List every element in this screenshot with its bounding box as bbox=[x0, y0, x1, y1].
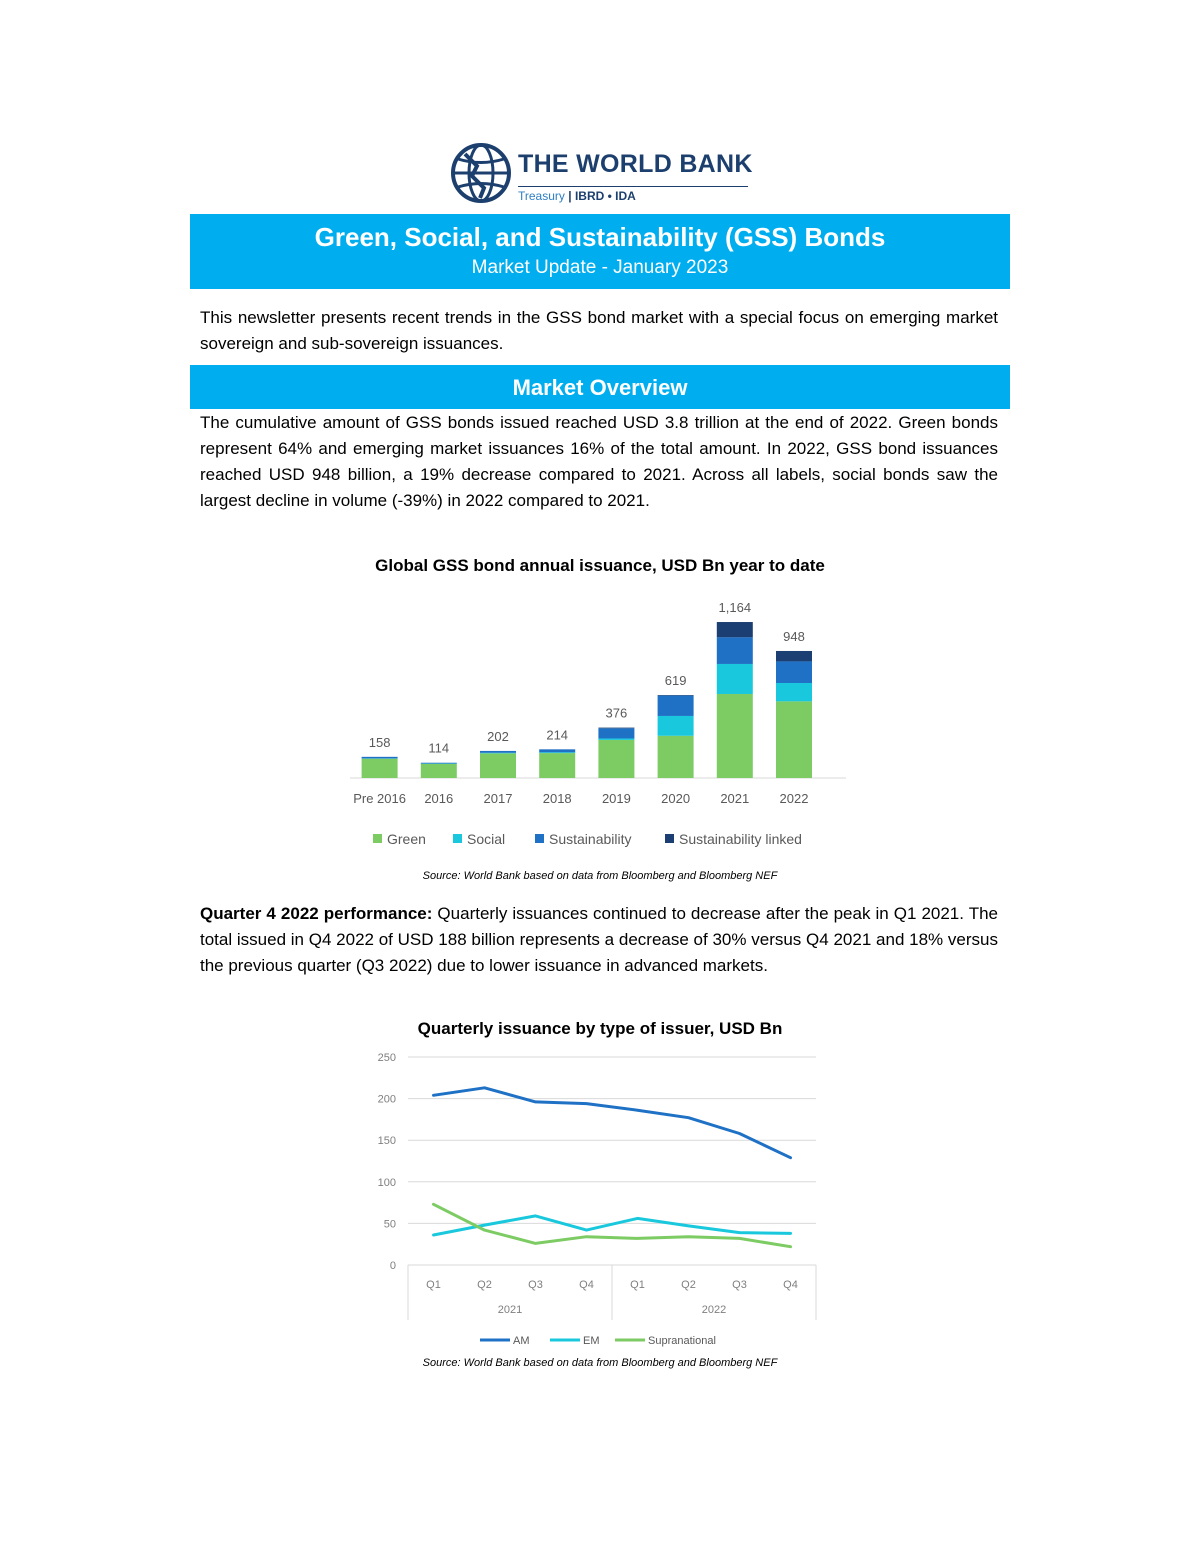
y-tick-label: 150 bbox=[377, 1135, 396, 1148]
chart2-source: Source: World Bank based on data from Bloomberg and Bloomberg NEF bbox=[422, 1357, 778, 1369]
q4-lead: Quarter 4 2022 performance: bbox=[200, 904, 433, 923]
x-tick-label: 2016 bbox=[424, 791, 454, 806]
legend-swatch bbox=[535, 834, 544, 843]
logo-subtitle bbox=[518, 189, 636, 203]
chart1-source: Source: World Bank based on data from Bloomberg and Bloomberg NEF bbox=[422, 870, 778, 882]
bar-segment bbox=[598, 740, 634, 778]
bar-segment bbox=[539, 752, 575, 753]
bar-segment bbox=[480, 753, 516, 754]
bar-segment bbox=[658, 696, 694, 716]
bar-segment bbox=[776, 651, 812, 661]
logo-treasury: Treasury bbox=[518, 189, 565, 203]
title-banner bbox=[190, 214, 1010, 289]
bar-segment bbox=[362, 757, 398, 759]
legend-label: Sustainability bbox=[549, 831, 632, 847]
bar-segment bbox=[717, 664, 753, 694]
logo-separator: | bbox=[564, 189, 575, 203]
x-tick-label: Pre 2016 bbox=[353, 791, 406, 806]
y-tick-label: 0 bbox=[389, 1260, 396, 1272]
q4-text: Quarterly issuances continued to decrease after the peak in Q1 2021. The total issued in Q4 2022 of USD 188 billion represents a decrease of 30% versus Q4 2021 and 18% versus the previous quarter (Q3 2022) due to lower issuance in advanced markets. bbox=[200, 904, 998, 975]
legend-label: Sustainability linked bbox=[679, 831, 802, 847]
logo-divider bbox=[518, 186, 748, 187]
overview-paragraph: The cumulative amount of GSS bonds issued reached USD 3.8 trillion at the end of 2022. Green bonds represent 64% and emerging market issuances 16% of the total amount. In 2022, GSS bond issuances reached USD 948 billion, a 19% decrease compared to 2021. Across all labels, social bonds saw the largest decline in volume (-39%) in 2022 compared to 2021. bbox=[200, 413, 998, 510]
y-tick-label: 250 bbox=[377, 1052, 396, 1064]
section-heading-market-overview: Market Overview bbox=[190, 365, 1010, 409]
x-tick-label: Q2 bbox=[477, 1279, 492, 1291]
x-tick-label: Q3 bbox=[528, 1279, 543, 1291]
bar-segment bbox=[539, 749, 575, 752]
bar-segment bbox=[598, 728, 634, 729]
globe-icon bbox=[450, 142, 512, 204]
bar-segment bbox=[717, 694, 753, 778]
x-tick-label: 2017 bbox=[483, 791, 513, 806]
bar-segment bbox=[658, 695, 694, 696]
chart2-title: Quarterly issuance by type of issuer, USD Bn bbox=[417, 1019, 783, 1038]
y-tick-label: 100 bbox=[377, 1176, 396, 1189]
x-tick-label: Q4 bbox=[579, 1279, 594, 1291]
world-bank-logo bbox=[450, 140, 760, 210]
bar-segment bbox=[717, 637, 753, 664]
logo-wordmark: THE WORLD BANK bbox=[518, 150, 753, 178]
bar-total-label: 202 bbox=[487, 728, 509, 744]
x-tick-label: Q1 bbox=[630, 1279, 645, 1291]
bar-total-label: 114 bbox=[428, 740, 450, 756]
bar-segment bbox=[658, 736, 694, 778]
legend-swatch bbox=[373, 834, 382, 843]
intro-paragraph: This newsletter presents recent trends in the GSS bond market with a special focus on emerging market sovereign and sub-sovereign issuances. bbox=[200, 308, 998, 353]
bar-segment bbox=[776, 701, 812, 778]
x-tick-label: Q2 bbox=[681, 1279, 696, 1291]
bar-segment bbox=[421, 763, 457, 764]
x-tick-label: 2022 bbox=[779, 791, 809, 806]
bar-segment bbox=[421, 764, 457, 778]
x-tick-label: Q1 bbox=[426, 1279, 441, 1291]
page-title: Green, Social, and Sustainability (GSS) Bonds bbox=[314, 222, 886, 252]
legend-label: EM bbox=[583, 1335, 600, 1347]
bar-segment bbox=[480, 751, 516, 753]
x-tick-label: Q3 bbox=[732, 1279, 747, 1291]
q4-paragraph bbox=[200, 901, 998, 979]
legend-label: Green bbox=[387, 831, 426, 847]
bar-segment bbox=[658, 716, 694, 736]
x-tick-label: 2021 bbox=[720, 791, 750, 806]
bar-segment bbox=[717, 622, 753, 637]
legend-label: Social bbox=[467, 831, 506, 847]
bar-total-label: 619 bbox=[664, 673, 687, 689]
x-tick-label: Q4 bbox=[783, 1279, 798, 1291]
x-tick-label: 2018 bbox=[542, 791, 572, 806]
bar-segment bbox=[539, 753, 575, 778]
bar-segment bbox=[598, 738, 634, 739]
x-tick-label: 2019 bbox=[601, 791, 631, 806]
bar-total-label: 948 bbox=[783, 628, 805, 644]
chart1-title: Global GSS bond annual issuance, USD Bn year to date bbox=[375, 556, 825, 575]
legend-label: Supranational bbox=[648, 1335, 716, 1347]
y-tick-label: 200 bbox=[377, 1093, 396, 1106]
annual-issuance-chart bbox=[340, 585, 860, 855]
bar-segment bbox=[776, 661, 812, 683]
x-tick-label: 2020 bbox=[661, 791, 691, 806]
group-label: 2021 bbox=[497, 1304, 523, 1316]
logo-ibrd-ida: IBRD • IDA bbox=[574, 189, 636, 203]
quarterly-issuance-chart bbox=[360, 1045, 840, 1350]
bar-segment bbox=[480, 753, 516, 778]
bar-total-label: 376 bbox=[605, 705, 628, 721]
legend-swatch bbox=[665, 834, 674, 843]
legend-label: AM bbox=[513, 1335, 530, 1347]
bar-segment bbox=[776, 683, 812, 701]
legend-swatch bbox=[453, 834, 462, 843]
bar-segment bbox=[598, 728, 634, 738]
bar-total-label: 1,164 bbox=[718, 600, 752, 616]
bar-total-label: 158 bbox=[368, 734, 391, 750]
group-label: 2022 bbox=[701, 1304, 727, 1316]
y-tick-label: 50 bbox=[383, 1218, 396, 1231]
bar-segment bbox=[362, 759, 398, 778]
page-subtitle: Market Update - January 2023 bbox=[471, 257, 729, 278]
bar-total-label: 214 bbox=[546, 727, 569, 743]
